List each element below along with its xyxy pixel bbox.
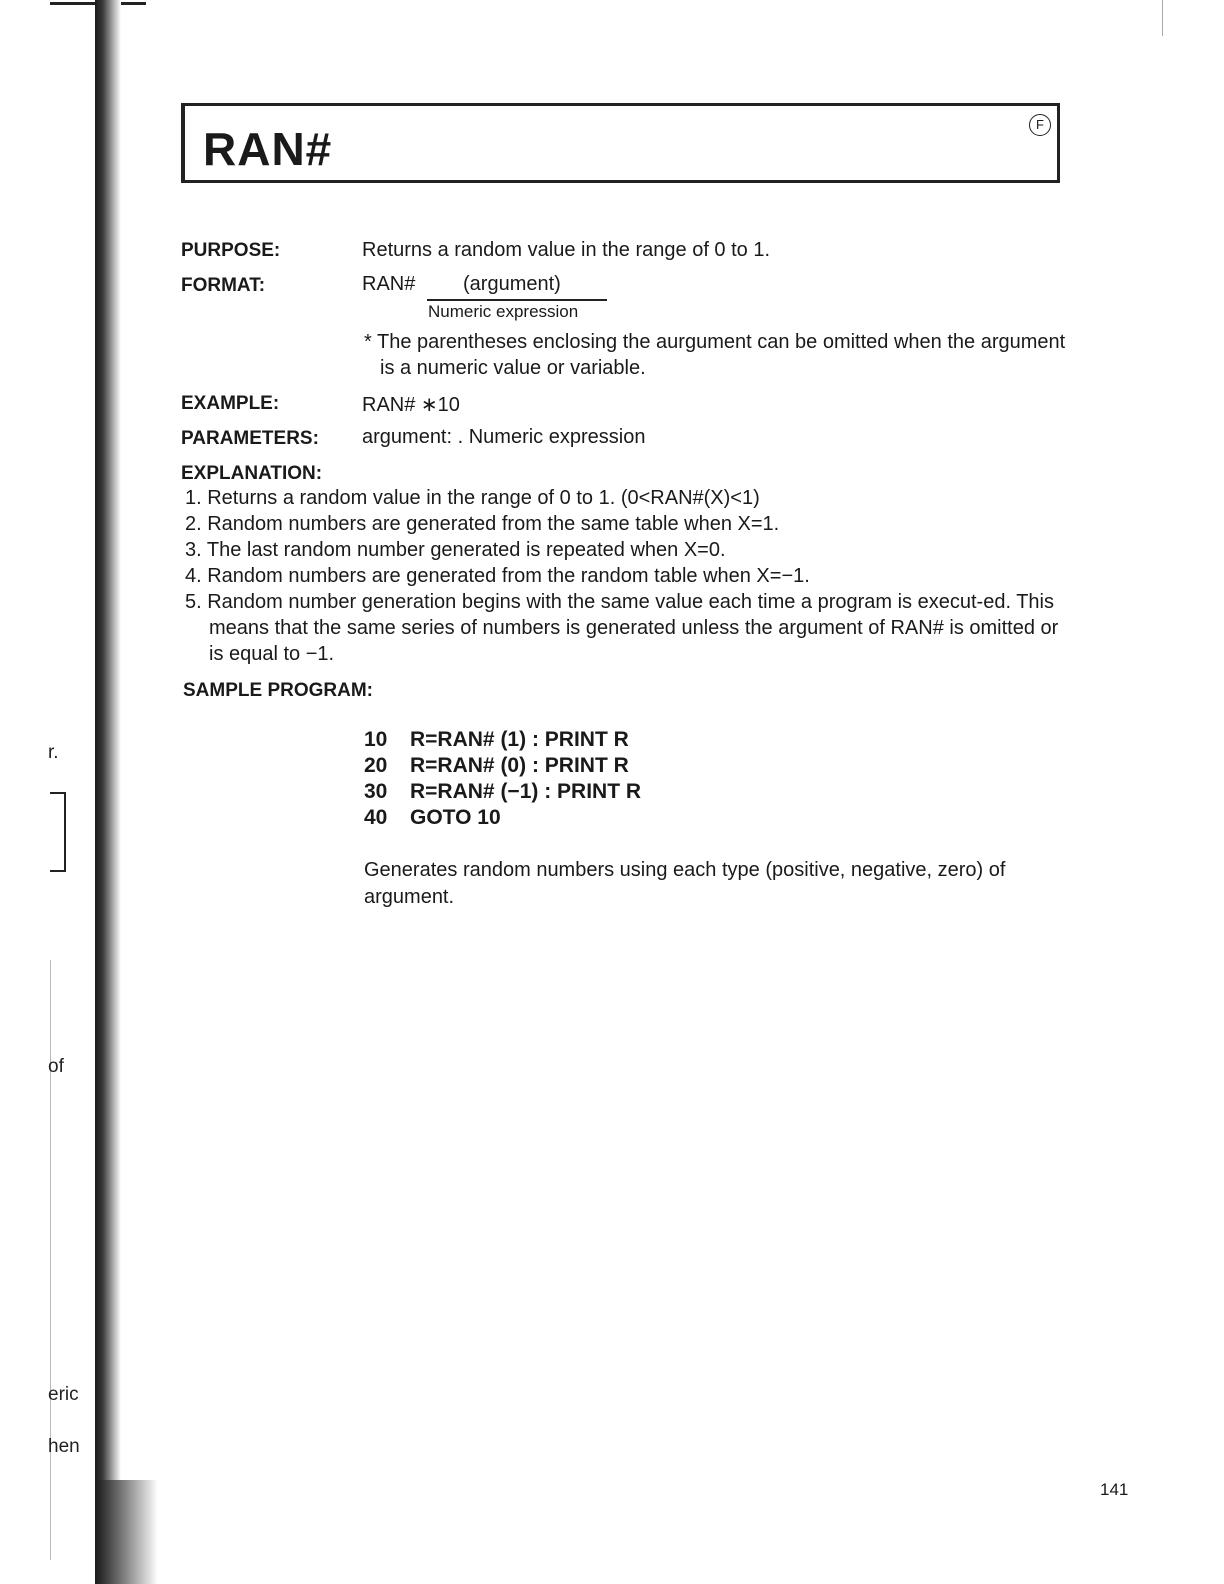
parameters-label: PARAMETERS: [181, 428, 319, 449]
list-item: 3. The last random number generated is repeated when X=0. [185, 539, 726, 561]
format-underline [427, 299, 607, 301]
line-number: 40 [364, 806, 388, 829]
example-label: EXAMPLE: [181, 393, 280, 414]
example-text: RAN# ∗10 [362, 394, 460, 416]
binding-shadow [95, 0, 121, 1584]
code-line [364, 753, 641, 779]
page-number: 141 [1100, 1480, 1129, 1499]
purpose-label: PURPOSE: [181, 240, 281, 261]
code-statement: R=RAN# (−1) : PRINT R [410, 780, 642, 803]
format-keyword: RAN# [362, 273, 416, 295]
code-line [364, 779, 641, 805]
line-number: 30 [364, 780, 388, 803]
code-statement: R=RAN# (0) : PRINT R [410, 754, 629, 777]
explanation-list [185, 485, 1065, 667]
line-number: 10 [364, 728, 388, 751]
sample-program-description: Generates random numbers using each type (positive, negative, zero) of argument. [364, 859, 1006, 908]
code-statement: GOTO 10 [410, 806, 501, 829]
previous-page-bracket [50, 792, 66, 872]
explanation-label: EXPLANATION: [181, 463, 323, 484]
title-box [181, 103, 1060, 183]
format-label: FORMAT: [181, 275, 266, 296]
list-item: 4. Random numbers are generated from the random table when X=−1. [185, 565, 810, 587]
page-title: RAN# [203, 123, 333, 175]
purpose-text: Returns a random value in the range of 0 to 1. [362, 239, 771, 261]
right-edge-mark [1162, 0, 1163, 36]
previous-page-fragment: of [48, 1056, 64, 1077]
line-number: 20 [364, 754, 388, 777]
code-line [364, 805, 641, 831]
function-mark-badge: F [1029, 114, 1051, 136]
parameters-text: argument: . Numeric expression [362, 426, 646, 448]
sample-program-code [364, 727, 641, 831]
previous-page-fragment: r. [48, 742, 59, 763]
binding-foot-shadow [98, 1480, 158, 1584]
previous-page-fragment: hen [48, 1436, 80, 1457]
format-argument: (argument) [463, 273, 561, 295]
sample-program-label: SAMPLE PROGRAM: [183, 680, 373, 701]
format-note: * The parentheses enclosing the aurgument can be omitted when the argument is a numeric value or variable. [364, 331, 1066, 379]
code-statement: R=RAN# (1) : PRINT R [410, 728, 629, 751]
list-item: 2. Random numbers are generated from the same table when X=1. [185, 513, 780, 535]
format-argument-note: Numeric expression [428, 302, 579, 321]
code-line [364, 727, 641, 753]
previous-page-edge [50, 960, 51, 1560]
list-item: 1. Returns a random value in the range of 0 to 1. (0<RAN#(X)<1) [185, 487, 760, 509]
previous-page-fragment: eric [48, 1384, 79, 1405]
list-item: 5. Random number generation begins with the same value each time a program is execut-ed. This means that the same series of numbers is generated unless the argument of RAN# is omitted or is equal to −1. [185, 591, 1059, 665]
